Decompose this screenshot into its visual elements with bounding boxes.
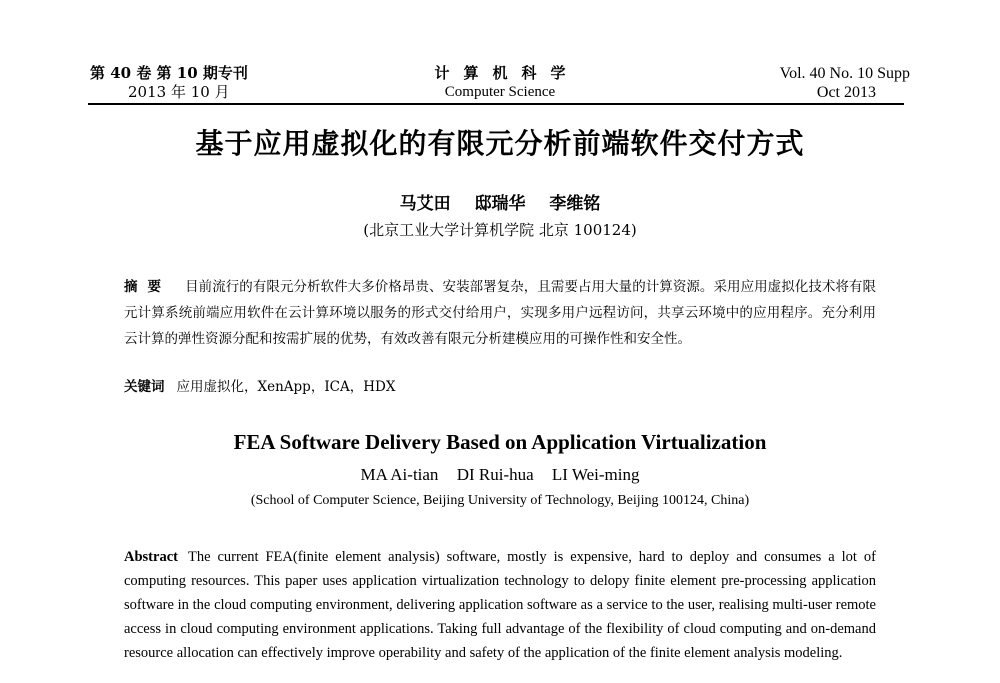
journal-name-cn: 计算机科学 <box>434 64 580 82</box>
date-en: Oct 2013 <box>816 84 876 101</box>
author-en: MA Ai-tian <box>360 465 439 484</box>
author-en: DI Rui-hua <box>456 465 534 484</box>
abstract-en <box>124 545 876 665</box>
author-cn: 马艾田 <box>399 194 451 214</box>
abstract-text-en: The current FEA(finite element analysis) software, mostly is expensive, hard to deploy and consumes a lot of computing resources. This paper uses application virtualization technology to delopy finite element pre-processing application software in the cloud computing environment, delivering application software as a service to the user, realising multi-user remote access in cloud computing environment applications. Taking full advantage of the flexibility of cloud computing and on-demand resource allocation can effectively improve operability and safety of the application of the finite element analysis modeling. <box>124 549 876 661</box>
abstract-label-cn: 摘要 <box>124 279 172 295</box>
affiliation-en: (School of Computer Science, Beijing University of Technology, Beijing 100124, China) <box>250 493 750 508</box>
authors-cn <box>0 189 1000 214</box>
authors-en <box>0 465 1000 485</box>
journal-name-en: Computer Science <box>444 84 556 100</box>
volume-issue-en: Vol. 40 No. 10 Supp <box>779 65 910 82</box>
author-cn: 邸瑞华 <box>474 194 526 214</box>
paper-title-cn: 基于应用虚拟化的有限元分析前端软件交付方式 <box>195 127 805 160</box>
volume-issue-cn: 第 40 卷 第 10 期专刊 <box>90 64 248 82</box>
author-en: LI Wei-ming <box>551 465 640 484</box>
abstract-cn <box>124 274 876 352</box>
abstract-label-en: Abstract <box>124 549 178 565</box>
header-volume-en <box>780 64 910 102</box>
keywords-text-cn: 应用虚拟化，XenApp，ICA，HDX <box>176 379 396 395</box>
keywords-label-cn: 关键词 <box>124 379 165 395</box>
keywords-cn <box>124 375 876 395</box>
header-rule <box>88 103 904 105</box>
date-cn: 2013 年 10 月 <box>128 83 230 101</box>
abstract-text-cn: 目前流行的有限元分析软件大多价格昂贵、安装部署复杂，且需要占用大量的计算资源。采用应用虚拟化技术将有限元计算系统前端应用软件在云计算环境以服务的形式交付给用户，实现多用户远程访问，共享云环境中的应用程序。充分利用云计算的弹性资源分配和按需扩展的优势，有效改善有限元分析建模应用的可操作性和安全性。 <box>124 279 877 347</box>
affiliation-cn: (北京工业大学计算机学院 北京 100124) <box>363 221 637 239</box>
author-cn: 李维铭 <box>549 194 601 214</box>
paper-title-en: FEA Software Delivery Based on Application Virtualization <box>233 430 767 454</box>
